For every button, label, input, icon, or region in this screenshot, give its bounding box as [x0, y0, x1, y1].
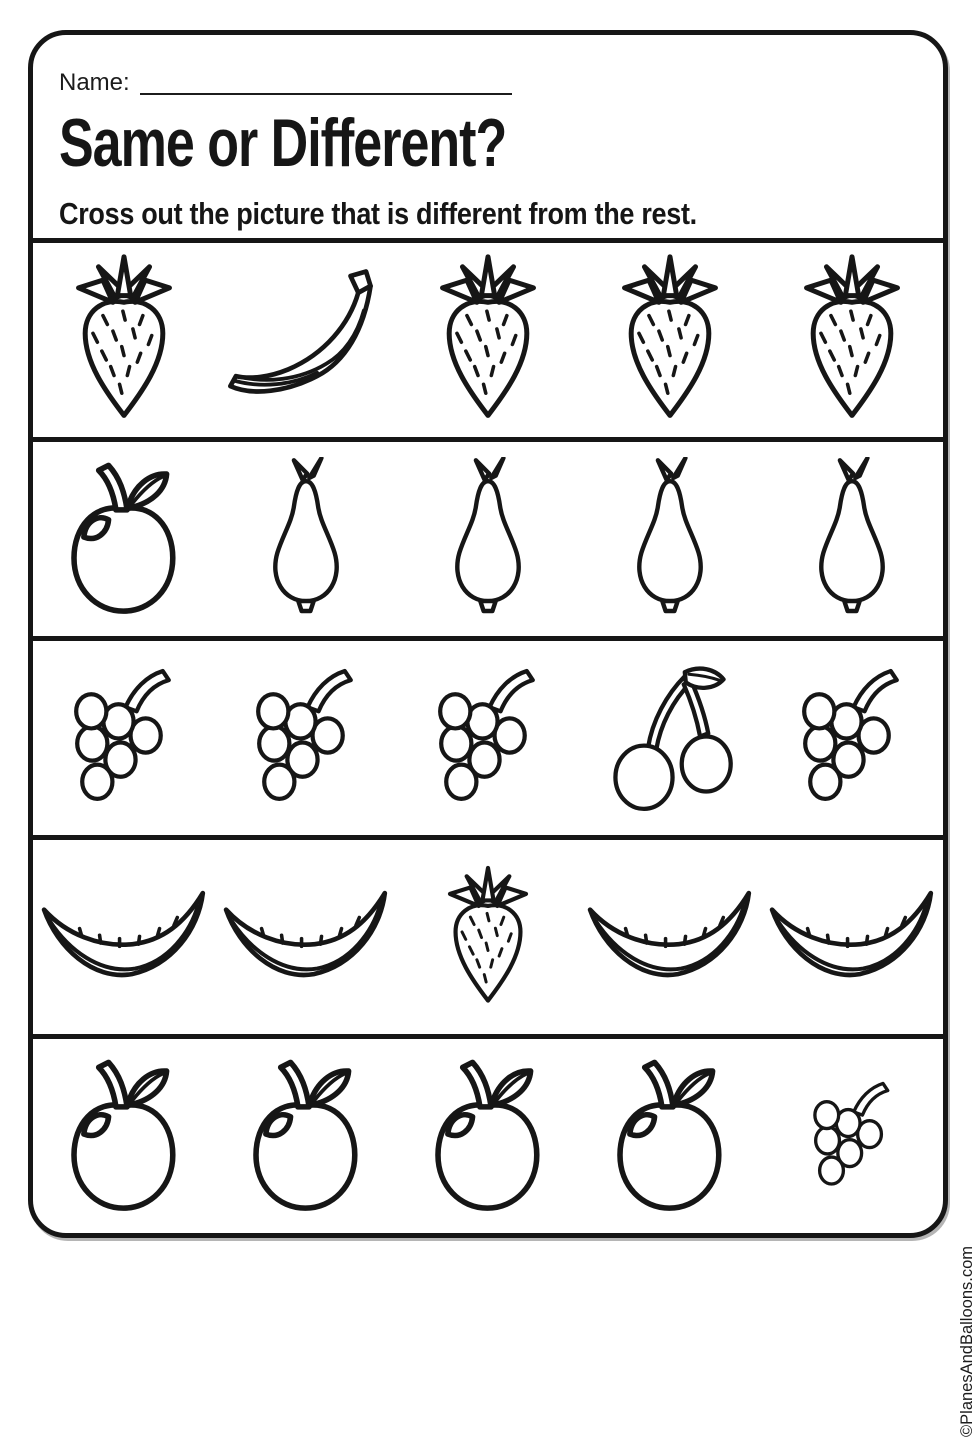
apple-drawing	[417, 1056, 559, 1217]
strawberry-drawing	[427, 251, 549, 429]
cherries-drawing	[601, 662, 739, 815]
strawberry-drawing	[63, 251, 185, 429]
fruit-row	[33, 437, 943, 636]
worksheet-header	[33, 35, 943, 238]
pear-drawing	[615, 457, 725, 622]
apple-drawing	[53, 1056, 195, 1217]
watermelon-drawing	[763, 882, 941, 993]
apple-drawing	[599, 1056, 741, 1217]
cell-strawberry[interactable]	[397, 840, 579, 1034]
cell-pear[interactable]	[397, 442, 579, 636]
cell-watermelon[interactable]	[579, 840, 761, 1034]
cell-cherries[interactable]	[579, 641, 761, 835]
worksheet-sheet	[28, 30, 948, 1238]
cell-banana[interactable]	[215, 243, 397, 437]
cell-grapes[interactable]	[397, 641, 579, 835]
cell-pear[interactable]	[215, 442, 397, 636]
cell-watermelon[interactable]	[215, 840, 397, 1034]
fruit-row	[33, 238, 943, 437]
watermark-credit: ©PlanesAndBalloons.com	[958, 1246, 976, 1437]
banana-drawing	[217, 268, 395, 413]
cell-apple[interactable]	[215, 1039, 397, 1233]
name-row	[59, 59, 923, 95]
cell-grapes[interactable]	[33, 641, 215, 835]
grapes-drawing	[803, 1077, 902, 1196]
apple-drawing	[53, 459, 195, 620]
name-blank-line[interactable]	[140, 67, 512, 95]
cell-watermelon[interactable]	[33, 840, 215, 1034]
cell-grapes[interactable]	[761, 641, 943, 835]
cell-strawberry[interactable]	[33, 243, 215, 437]
rows	[33, 238, 943, 1233]
watermelon-drawing	[217, 882, 395, 993]
pear-drawing	[797, 457, 907, 622]
cell-grapes[interactable]	[215, 641, 397, 835]
strawberry-drawing	[437, 863, 539, 1012]
pear-drawing	[251, 457, 361, 622]
cell-apple[interactable]	[397, 1039, 579, 1233]
cell-watermelon[interactable]	[761, 840, 943, 1034]
cell-grapes[interactable]	[761, 1039, 943, 1233]
pear-drawing	[433, 457, 543, 622]
strawberry-drawing	[609, 251, 731, 429]
apple-drawing	[235, 1056, 377, 1217]
worksheet-instruction: Cross out the picture that is different from the rest.	[59, 197, 697, 231]
watermelon-drawing	[35, 882, 213, 993]
worksheet-title: Same or Different?	[59, 106, 507, 182]
grapes-drawing	[61, 663, 187, 814]
strawberry-drawing	[791, 251, 913, 429]
fruit-row	[33, 1034, 943, 1233]
grapes-drawing	[789, 663, 915, 814]
cell-pear[interactable]	[579, 442, 761, 636]
cell-strawberry[interactable]	[579, 243, 761, 437]
cell-pear[interactable]	[761, 442, 943, 636]
grapes-drawing	[243, 663, 369, 814]
cell-apple[interactable]	[33, 1039, 215, 1233]
fruit-row	[33, 636, 943, 835]
cell-strawberry[interactable]	[397, 243, 579, 437]
fruit-row	[33, 835, 943, 1034]
grapes-drawing	[425, 663, 551, 814]
cell-strawberry[interactable]	[761, 243, 943, 437]
cell-apple[interactable]	[579, 1039, 761, 1233]
cell-apple[interactable]	[33, 442, 215, 636]
watermelon-drawing	[581, 882, 759, 993]
name-label: Name:	[59, 69, 130, 96]
